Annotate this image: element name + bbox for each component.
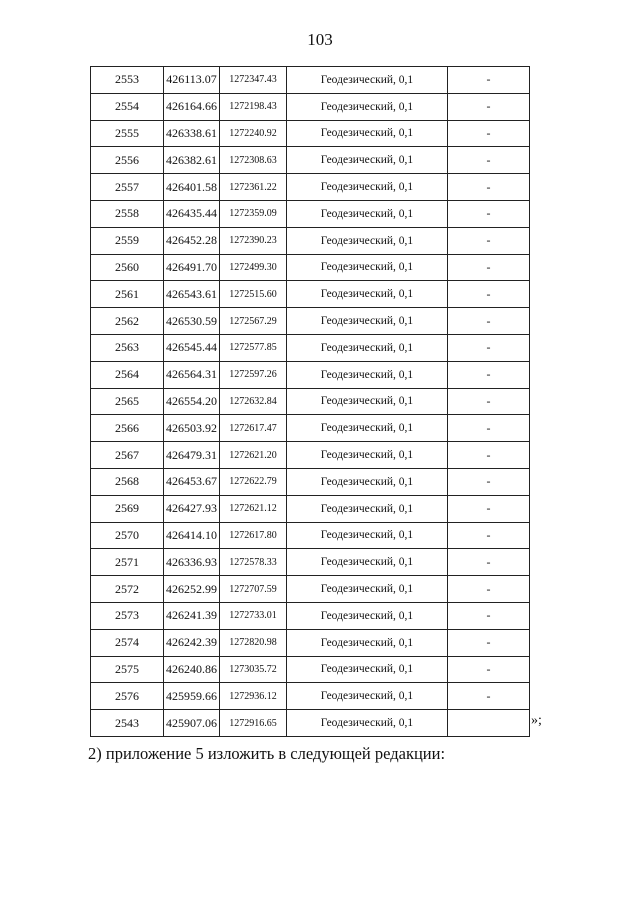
next-instruction: 2) приложение 5 изложить в следующей редакции:	[88, 744, 446, 763]
x-coordinate-cell: 426452.28	[164, 227, 220, 254]
x-coordinate-cell: 426503.92	[164, 415, 220, 442]
y-coordinate-cell: 1272361.22	[220, 174, 287, 201]
x-coordinate-cell: 425959.66	[164, 683, 220, 710]
table-row	[91, 683, 530, 710]
point-number-cell: 2571	[91, 549, 164, 576]
table-row	[91, 254, 530, 281]
note-cell	[448, 710, 530, 737]
page-number: 103	[307, 30, 333, 49]
y-coordinate-cell: 1272198.43	[220, 93, 287, 120]
note-cell: -	[448, 67, 530, 94]
table-row	[91, 522, 530, 549]
y-coordinate-cell: 1272621.12	[220, 495, 287, 522]
note-cell: -	[448, 415, 530, 442]
x-coordinate-cell: 426338.61	[164, 120, 220, 147]
x-coordinate-cell: 426336.93	[164, 549, 220, 576]
note-cell: -	[448, 361, 530, 388]
point-number-cell: 2561	[91, 281, 164, 308]
method-accuracy-cell: Геодезический, 0,1	[287, 254, 448, 281]
point-number-cell: 2543	[91, 710, 164, 737]
y-coordinate-cell: 1272632.84	[220, 388, 287, 415]
note-cell: -	[448, 147, 530, 174]
table-row	[91, 415, 530, 442]
y-coordinate-cell: 1272240.92	[220, 120, 287, 147]
y-coordinate-cell: 1272577.85	[220, 334, 287, 361]
point-number-cell: 2572	[91, 576, 164, 603]
x-coordinate-cell: 426453.67	[164, 468, 220, 495]
method-accuracy-cell: Геодезический, 0,1	[287, 629, 448, 656]
method-accuracy-cell: Геодезический, 0,1	[287, 147, 448, 174]
method-accuracy-cell: Геодезический, 0,1	[287, 468, 448, 495]
y-coordinate-cell: 1272733.01	[220, 602, 287, 629]
y-coordinate-cell: 1272390.23	[220, 227, 287, 254]
method-accuracy-cell: Геодезический, 0,1	[287, 522, 448, 549]
x-coordinate-cell: 426427.93	[164, 495, 220, 522]
y-coordinate-cell: 1272820.98	[220, 629, 287, 656]
note-cell: -	[448, 629, 530, 656]
point-number-cell: 2573	[91, 602, 164, 629]
method-accuracy-cell: Геодезический, 0,1	[287, 549, 448, 576]
y-coordinate-cell: 1272347.43	[220, 67, 287, 94]
note-cell: -	[448, 576, 530, 603]
method-accuracy-cell: Геодезический, 0,1	[287, 656, 448, 683]
note-cell: -	[448, 120, 530, 147]
note-cell: -	[448, 93, 530, 120]
note-cell: -	[448, 656, 530, 683]
point-number-cell: 2554	[91, 93, 164, 120]
note-cell: -	[448, 495, 530, 522]
x-coordinate-cell: 426241.39	[164, 602, 220, 629]
point-number-cell: 2559	[91, 227, 164, 254]
x-coordinate-cell: 426491.70	[164, 254, 220, 281]
closing-quote: »;	[531, 713, 542, 728]
y-coordinate-cell: 1272578.33	[220, 549, 287, 576]
method-accuracy-cell: Геодезический, 0,1	[287, 334, 448, 361]
note-cell: -	[448, 602, 530, 629]
note-cell: -	[448, 522, 530, 549]
note-cell: -	[448, 683, 530, 710]
point-number-cell: 2566	[91, 415, 164, 442]
y-coordinate-cell: 1272499.30	[220, 254, 287, 281]
y-coordinate-cell: 1272617.80	[220, 522, 287, 549]
note-cell: -	[448, 254, 530, 281]
method-accuracy-cell: Геодезический, 0,1	[287, 93, 448, 120]
table-row	[91, 334, 530, 361]
table-row	[91, 549, 530, 576]
table-row	[91, 388, 530, 415]
table-row	[91, 576, 530, 603]
x-coordinate-cell: 426479.31	[164, 442, 220, 469]
method-accuracy-cell: Геодезический, 0,1	[287, 227, 448, 254]
point-number-cell: 2555	[91, 120, 164, 147]
table-row	[91, 200, 530, 227]
point-number-cell: 2564	[91, 361, 164, 388]
table-row	[91, 710, 530, 737]
y-coordinate-cell: 1272622.79	[220, 468, 287, 495]
y-coordinate-cell: 1272617.47	[220, 415, 287, 442]
table-row	[91, 147, 530, 174]
x-coordinate-cell: 426240.86	[164, 656, 220, 683]
table-row	[91, 361, 530, 388]
y-coordinate-cell: 1272916.65	[220, 710, 287, 737]
point-number-cell: 2563	[91, 334, 164, 361]
table-row	[91, 174, 530, 201]
y-coordinate-cell: 1272597.26	[220, 361, 287, 388]
point-number-cell: 2557	[91, 174, 164, 201]
y-coordinate-cell: 1272308.63	[220, 147, 287, 174]
method-accuracy-cell: Геодезический, 0,1	[287, 281, 448, 308]
method-accuracy-cell: Геодезический, 0,1	[287, 495, 448, 522]
x-coordinate-cell: 426564.31	[164, 361, 220, 388]
point-number-cell: 2553	[91, 67, 164, 94]
note-cell: -	[448, 388, 530, 415]
x-coordinate-cell: 426382.61	[164, 147, 220, 174]
table-row	[91, 227, 530, 254]
method-accuracy-cell: Геодезический, 0,1	[287, 361, 448, 388]
note-cell: -	[448, 334, 530, 361]
y-coordinate-cell: 1272567.29	[220, 308, 287, 335]
point-number-cell: 2568	[91, 468, 164, 495]
note-cell: -	[448, 227, 530, 254]
table-row	[91, 67, 530, 94]
point-number-cell: 2562	[91, 308, 164, 335]
x-coordinate-cell: 426545.44	[164, 334, 220, 361]
method-accuracy-cell: Геодезический, 0,1	[287, 388, 448, 415]
note-cell: -	[448, 281, 530, 308]
point-number-cell: 2576	[91, 683, 164, 710]
note-cell: -	[448, 174, 530, 201]
x-coordinate-cell: 426435.44	[164, 200, 220, 227]
x-coordinate-cell: 426252.99	[164, 576, 220, 603]
note-cell: -	[448, 200, 530, 227]
table-row	[91, 495, 530, 522]
coordinates-table-body	[91, 67, 530, 737]
table-row	[91, 93, 530, 120]
x-coordinate-cell: 426414.10	[164, 522, 220, 549]
note-cell: -	[448, 468, 530, 495]
point-number-cell: 2556	[91, 147, 164, 174]
method-accuracy-cell: Геодезический, 0,1	[287, 200, 448, 227]
method-accuracy-cell: Геодезический, 0,1	[287, 308, 448, 335]
y-coordinate-cell: 1272936.12	[220, 683, 287, 710]
method-accuracy-cell: Геодезический, 0,1	[287, 576, 448, 603]
note-cell: -	[448, 442, 530, 469]
x-coordinate-cell: 426401.58	[164, 174, 220, 201]
method-accuracy-cell: Геодезический, 0,1	[287, 67, 448, 94]
point-number-cell: 2560	[91, 254, 164, 281]
table-row	[91, 629, 530, 656]
method-accuracy-cell: Геодезический, 0,1	[287, 710, 448, 737]
method-accuracy-cell: Геодезический, 0,1	[287, 415, 448, 442]
point-number-cell: 2567	[91, 442, 164, 469]
point-number-cell: 2565	[91, 388, 164, 415]
table-row	[91, 281, 530, 308]
method-accuracy-cell: Геодезический, 0,1	[287, 120, 448, 147]
table-row	[91, 120, 530, 147]
table-row	[91, 656, 530, 683]
point-number-cell: 2569	[91, 495, 164, 522]
method-accuracy-cell: Геодезический, 0,1	[287, 442, 448, 469]
method-accuracy-cell: Геодезический, 0,1	[287, 174, 448, 201]
table-row	[91, 442, 530, 469]
y-coordinate-cell: 1272359.09	[220, 200, 287, 227]
y-coordinate-cell: 1272707.59	[220, 576, 287, 603]
y-coordinate-cell: 1272515.60	[220, 281, 287, 308]
x-coordinate-cell: 426530.59	[164, 308, 220, 335]
x-coordinate-cell: 425907.06	[164, 710, 220, 737]
point-number-cell: 2575	[91, 656, 164, 683]
x-coordinate-cell: 426554.20	[164, 388, 220, 415]
x-coordinate-cell: 426242.39	[164, 629, 220, 656]
point-number-cell: 2558	[91, 200, 164, 227]
y-coordinate-cell: 1273035.72	[220, 656, 287, 683]
x-coordinate-cell: 426164.66	[164, 93, 220, 120]
note-cell: -	[448, 549, 530, 576]
coordinates-table	[90, 66, 530, 737]
method-accuracy-cell: Геодезический, 0,1	[287, 683, 448, 710]
method-accuracy-cell: Геодезический, 0,1	[287, 602, 448, 629]
point-number-cell: 2570	[91, 522, 164, 549]
table-row	[91, 308, 530, 335]
x-coordinate-cell: 426113.07	[164, 67, 220, 94]
table-row	[91, 602, 530, 629]
point-number-cell: 2574	[91, 629, 164, 656]
note-cell: -	[448, 308, 530, 335]
table-row	[91, 468, 530, 495]
y-coordinate-cell: 1272621.20	[220, 442, 287, 469]
x-coordinate-cell: 426543.61	[164, 281, 220, 308]
